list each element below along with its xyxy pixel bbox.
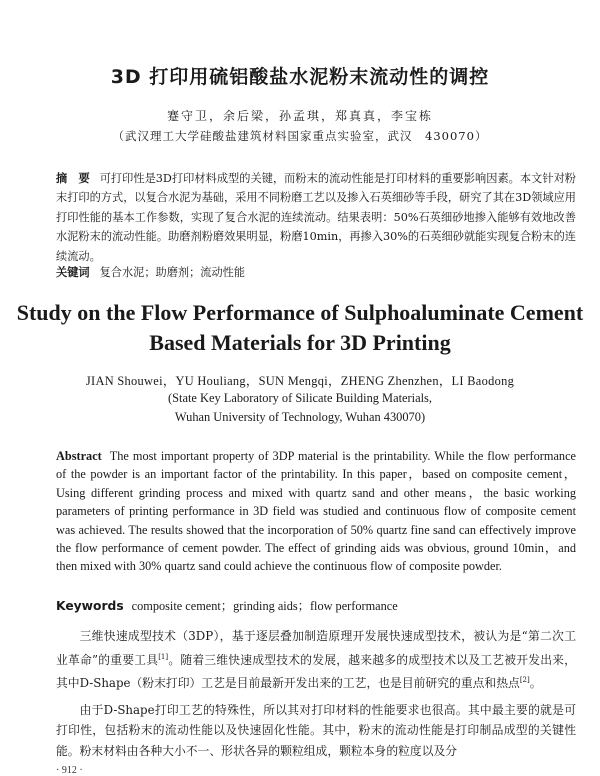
english-abstract-label: Abstract <box>56 449 102 463</box>
english-affiliation <box>0 389 600 427</box>
page-number: · 912 · <box>56 765 83 776</box>
chinese-abstract-text: 可打印性是3D打印材料成型的关键，而粉末的流动性能是打印材料的重要影响因素。本文针对粉末打印的方式，以复合水泥为基础，采用不同粉磨工艺以及掺入石英细砂等手段，研究了其在3D领域应用打印性能的基本工作参数，实现了复合水泥的连续流动。结果表明：50%石英细砂地掺入能够有效地改善水泥粉末的流动性能。助磨剂粉磨效果明显，粉磨10min，再掺入30%的石英细砂就能实现复合粉末的连续流动。 <box>56 172 576 263</box>
english-title: Study on the Flow Performance of Sulphoaluminate Cement Based Materials for 3D Printing <box>16 300 584 355</box>
body-text <box>56 626 576 767</box>
citation-1: [1] <box>158 652 169 661</box>
body-paragraph-1-part-a: 三维快速成型技术（3DP），基于逐层叠加制造原理开发展快速成型技术，被认为是“第二次工业革命”的重要工具 <box>56 629 576 667</box>
chinese-keywords-label: 关键词 <box>56 266 90 279</box>
chinese-keywords <box>56 264 576 282</box>
english-keywords-label: Keywords <box>56 599 124 613</box>
english-keywords-text: composite cement；grinding aids；flow performance <box>131 599 398 613</box>
english-authors: JIAN Shouwei，YU Houliang，SUN Mengqi，ZHENG Zhenzhen，LI Baodong <box>85 374 515 388</box>
body-paragraph-1-part-b: 。随着三维快速成型技术的发展，越来越多的成型技术以及工艺被开发出来，其中D-Shape（粉末打印）工艺是目前最新开发出来的工艺，也是目前研究的重点和热点 <box>56 652 576 691</box>
chinese-keywords-text: 复合水泥；助磨剂；流动性能 <box>99 266 246 279</box>
chinese-abstract <box>56 169 576 266</box>
chinese-abstract-label: 摘 要 <box>56 172 90 185</box>
english-affiliation-line-2: Wuhan University of Technology, Wuhan 430070) <box>174 410 426 424</box>
chinese-authors: 蹇守卫，余后梁，孙孟琪，郑真真，李宝栋 <box>166 109 433 123</box>
body-paragraph-1 <box>56 626 576 694</box>
chinese-title: 3D 打印用硫铝酸盐水泥粉末流动性的调控 <box>110 66 490 88</box>
chinese-affiliation: （武汉理工大学硅酸盐建筑材料国家重点实验室，武汉 430070） <box>112 129 488 143</box>
english-abstract-text: The most important property of 3DP material is the printability. While the flow performance of the powder is an important factor of the printability. In this paper，based on composite cement，Using different grinding process and mixed with quartz sand and other means，the basic working parameters of printing performance in 3D field was studied and continuous flow of composite cement was achieved. The results showed that the incorporation of 50% quartz fine sand can effectively improve the flow performance of cement powder. The effect of grinding aids was obvious, ground 10min，and then mixed with 30% quartz sand could achieve the continuous flow of composite powder. <box>56 449 576 574</box>
english-affiliation-line-1: (State Key Laboratory of Silicate Building Materials, <box>168 391 432 405</box>
citation-2: [2] <box>519 676 530 685</box>
body-paragraph-1-part-c: 。 <box>529 676 542 691</box>
english-keywords <box>56 596 576 614</box>
english-abstract <box>56 447 576 576</box>
body-paragraph-2: 由于D-Shape打印工艺的特殊性，所以其对打印材料的性能要求也很高。其中最主要的就是可打印性，包括粉末的流动性能以及快速固化性能。其中，粉末的流动性能是打印制品成型的关键性能。粉末材料由各种大小不一、形状各异的颗粒组成，颗粒本身的粒度以及分 <box>56 702 576 758</box>
